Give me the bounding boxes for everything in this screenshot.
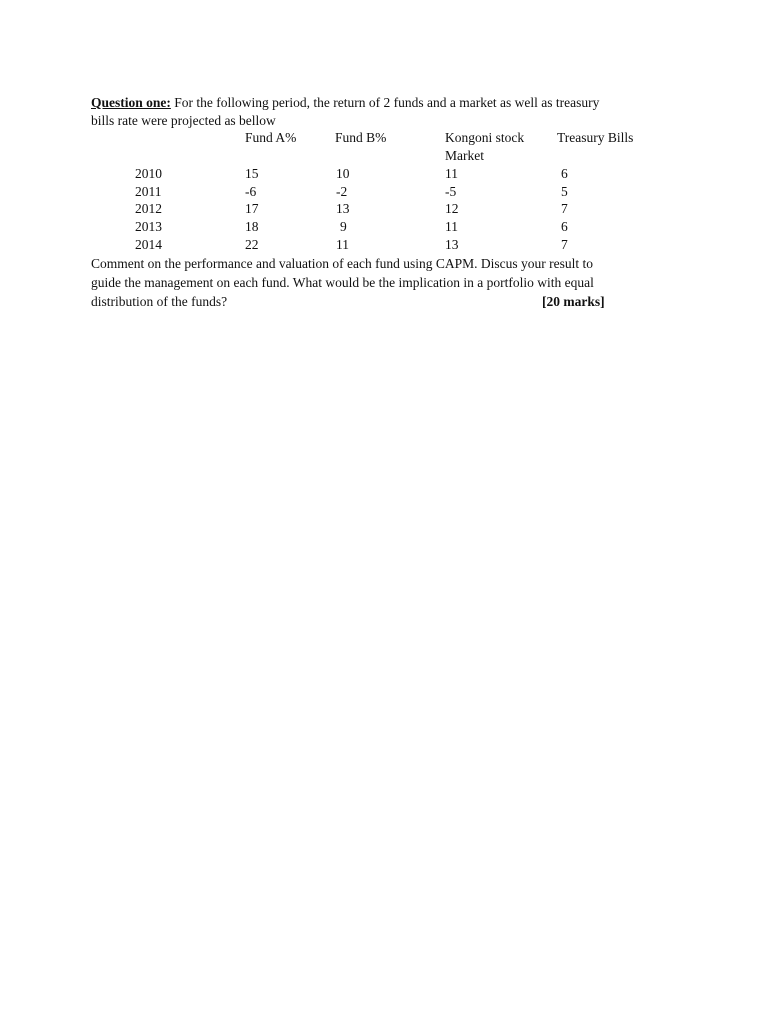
question-intro-text: For the following period, the return of 2 funds and a market as well as treasury xyxy=(170,95,600,110)
cell-fund-b: 13 xyxy=(336,201,350,216)
cell-kongoni: 13 xyxy=(445,237,459,252)
header-treasury-bills: Treasury Bills xyxy=(557,130,634,145)
table-row xyxy=(0,165,768,183)
cell-fund-a: 17 xyxy=(245,201,259,216)
table-row xyxy=(0,183,768,201)
cell-kongoni: 12 xyxy=(445,201,459,216)
cell-fund-b: -2 xyxy=(336,184,348,199)
table-row xyxy=(0,236,768,254)
question-intro-continuation: bills rate were projected as bellow xyxy=(91,112,276,128)
cell-year: 2010 xyxy=(135,166,162,181)
cell-treasury: 7 xyxy=(561,237,568,252)
cell-fund-a: 18 xyxy=(245,219,259,234)
cell-year: 2012 xyxy=(135,201,162,216)
cell-fund-b: 11 xyxy=(336,237,349,252)
cell-kongoni: 11 xyxy=(445,219,458,234)
cell-kongoni: 11 xyxy=(445,166,458,181)
instructions-line-1: Comment on the performance and valuation of each fund using CAPM. Discus your result to xyxy=(91,256,594,271)
cell-treasury: 7 xyxy=(561,201,568,216)
cell-kongoni: -5 xyxy=(445,184,457,199)
cell-fund-a: 15 xyxy=(245,166,259,181)
cell-fund-b: 9 xyxy=(340,219,347,234)
header-fund-a: Fund A% xyxy=(245,130,297,145)
table-row xyxy=(0,200,768,218)
cell-treasury: 5 xyxy=(561,184,568,199)
cell-treasury: 6 xyxy=(561,166,568,181)
instructions-line-2: guide the management on each fund. What would be the implication in a portfolio with equal xyxy=(91,275,594,290)
header-fund-b: Fund B% xyxy=(335,130,387,145)
cell-year: 2013 xyxy=(135,219,162,234)
cell-fund-a: -6 xyxy=(245,184,257,199)
cell-fund-a: 22 xyxy=(245,237,259,252)
header-kongoni-market: Kongoni stock Market xyxy=(445,130,525,163)
question-label: Question one: xyxy=(91,95,171,110)
cell-year: 2011 xyxy=(135,184,162,199)
marks-allocation: [20 marks] xyxy=(542,294,605,309)
table-row xyxy=(0,218,768,236)
question-intro xyxy=(91,94,691,129)
cell-treasury: 6 xyxy=(561,219,568,234)
cell-fund-b: 10 xyxy=(336,166,350,181)
instructions-line-3: distribution of the funds? xyxy=(91,294,228,309)
cell-year: 2014 xyxy=(135,237,162,252)
